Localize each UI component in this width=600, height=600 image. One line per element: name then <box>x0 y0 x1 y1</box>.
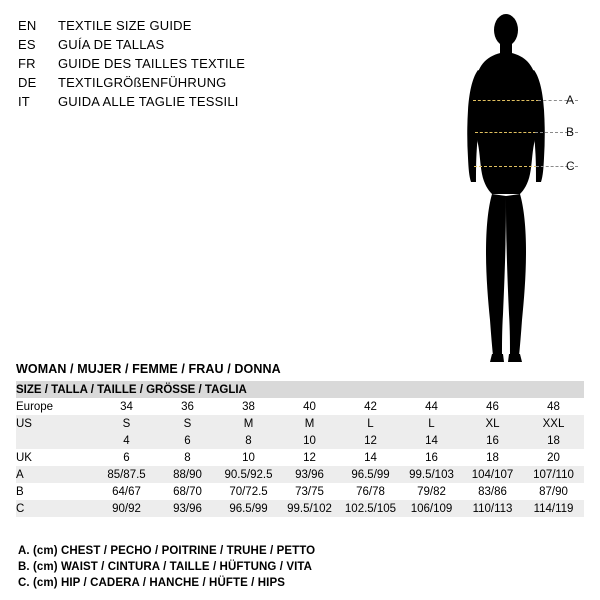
row-value: 88/90 <box>157 466 218 483</box>
row-value: XXL <box>523 415 584 432</box>
row-value: 16 <box>462 432 523 449</box>
silhouette-icon <box>430 8 590 368</box>
row-value: L <box>340 415 401 432</box>
language-code: ES <box>18 37 36 52</box>
table-header-row <box>16 381 584 398</box>
table-row <box>16 483 584 500</box>
guide-label-a: A <box>566 93 575 107</box>
table-row <box>16 500 584 517</box>
language-row <box>18 16 318 35</box>
row-value: 42 <box>340 398 401 415</box>
row-label: A <box>16 466 96 483</box>
row-value: 106/109 <box>401 500 462 517</box>
row-label <box>16 432 96 449</box>
row-value: 104/107 <box>462 466 523 483</box>
section-title: WOMAN / MUJER / FEMME / FRAU / DONNA <box>16 362 281 376</box>
row-value: 110/113 <box>462 500 523 517</box>
row-value: 85/87.5 <box>96 466 157 483</box>
guide-label-b: B <box>566 125 575 139</box>
row-value: L <box>401 415 462 432</box>
note-waist: B. (cm) WAIST / CINTURA / TAILLE / HÜFTUNG / VITA <box>18 561 313 573</box>
row-value: 79/82 <box>401 483 462 500</box>
row-value: 87/90 <box>523 483 584 500</box>
row-value: 76/78 <box>340 483 401 500</box>
row-value: M <box>218 415 279 432</box>
row-value: 96.5/99 <box>340 466 401 483</box>
language-code: EN <box>18 18 37 33</box>
row-value: 18 <box>523 432 584 449</box>
row-value: 4 <box>96 432 157 449</box>
row-label: C <box>16 500 96 517</box>
table-row <box>16 449 584 466</box>
row-value: 99.5/102 <box>279 500 340 517</box>
language-title: TEXTILGRÖßENFÜHRUNG <box>58 75 227 90</box>
row-value: 12 <box>279 449 340 466</box>
row-label: UK <box>16 449 96 466</box>
note-chest: A. (cm) CHEST / PECHO / POITRINE / TRUHE / PETTO <box>18 545 316 557</box>
language-row <box>18 73 318 92</box>
row-value: 16 <box>401 449 462 466</box>
row-value: M <box>279 415 340 432</box>
row-value: 114/119 <box>523 500 584 517</box>
measurement-notes <box>18 543 578 591</box>
language-code: FR <box>18 56 36 71</box>
row-value: 90.5/92.5 <box>218 466 279 483</box>
row-value: 46 <box>462 398 523 415</box>
row-value: 18 <box>462 449 523 466</box>
language-row <box>18 92 318 111</box>
language-title: TEXTILE SIZE GUIDE <box>58 18 192 33</box>
row-value: 73/75 <box>279 483 340 500</box>
language-code: DE <box>18 75 37 90</box>
row-value: 93/96 <box>157 500 218 517</box>
row-value: 68/70 <box>157 483 218 500</box>
row-value: 14 <box>401 432 462 449</box>
row-value: 10 <box>279 432 340 449</box>
row-value: 70/72.5 <box>218 483 279 500</box>
row-value: 96.5/99 <box>218 500 279 517</box>
row-value: 40 <box>279 398 340 415</box>
table-row <box>16 432 584 449</box>
row-value: 44 <box>401 398 462 415</box>
row-label: US <box>16 415 96 432</box>
table-row <box>16 415 584 432</box>
row-value: 36 <box>157 398 218 415</box>
table-header-cell: SIZE / TALLA / TAILLE / GRÖSSE / TAGLIA <box>16 381 584 398</box>
size-table <box>16 381 584 517</box>
language-title: GUIDE DES TAILLES TEXTILE <box>58 56 246 71</box>
row-value: 107/110 <box>523 466 584 483</box>
language-row <box>18 54 318 73</box>
row-value: S <box>96 415 157 432</box>
row-value: 93/96 <box>279 466 340 483</box>
language-title: GUIDA ALLE TAGLIE TESSILI <box>58 94 239 109</box>
row-value: 64/67 <box>96 483 157 500</box>
row-value: 48 <box>523 398 584 415</box>
row-value: 102.5/105 <box>340 500 401 517</box>
row-value: S <box>157 415 218 432</box>
row-value: 38 <box>218 398 279 415</box>
row-value: 10 <box>218 449 279 466</box>
row-value: 8 <box>218 432 279 449</box>
row-value: 20 <box>523 449 584 466</box>
row-value: 6 <box>157 432 218 449</box>
row-value: 14 <box>340 449 401 466</box>
row-value: 90/92 <box>96 500 157 517</box>
language-heading-list <box>18 16 318 111</box>
row-value: 34 <box>96 398 157 415</box>
table-row <box>16 466 584 483</box>
row-value: 6 <box>96 449 157 466</box>
size-table-wrap <box>16 381 584 517</box>
row-label: B <box>16 483 96 500</box>
female-silhouette-figure <box>430 8 590 368</box>
row-value: 83/86 <box>462 483 523 500</box>
note-hip: C. (cm) HIP / CADERA / HANCHE / HÜFTE / HIPS <box>18 577 286 589</box>
row-label: Europe <box>16 398 96 415</box>
row-value: 99.5/103 <box>401 466 462 483</box>
table-row <box>16 398 584 415</box>
language-title: GUÍA DE TALLAS <box>58 37 165 52</box>
row-value: XL <box>462 415 523 432</box>
language-row <box>18 35 318 54</box>
language-code: IT <box>18 94 30 109</box>
row-value: 8 <box>157 449 218 466</box>
guide-label-c: C <box>566 159 575 173</box>
row-value: 12 <box>340 432 401 449</box>
